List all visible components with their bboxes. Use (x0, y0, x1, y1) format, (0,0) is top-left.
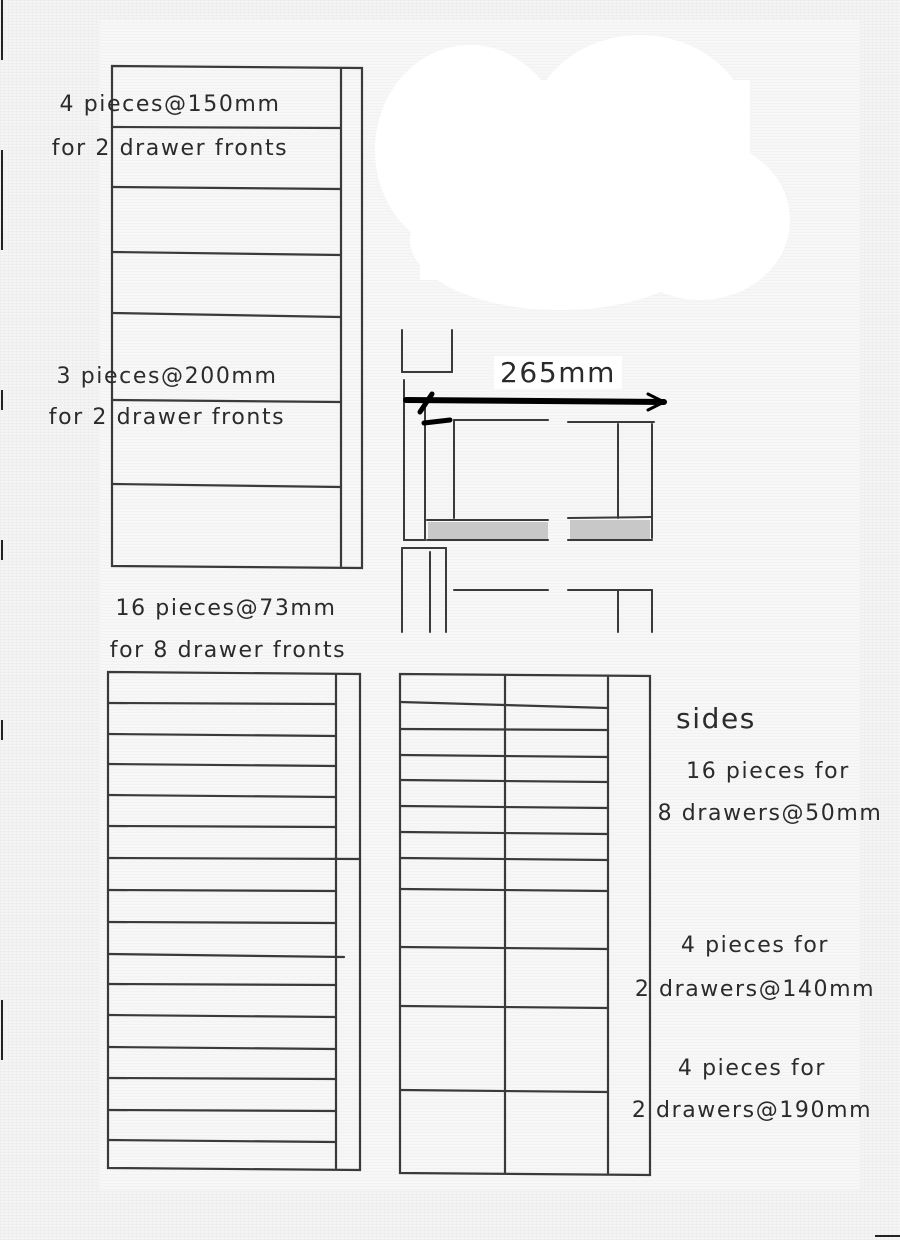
sides-a-line1: 16 pieces for (686, 759, 850, 784)
label-middle-line1: 3 pieces@200mm (56, 364, 278, 389)
sides-a-line2: 8 drawers@50mm (657, 801, 883, 826)
label-middle-line2: for 2 drawer fronts (48, 405, 286, 430)
label-top-line1: 4 pieces@150mm (59, 92, 281, 117)
erased-area (375, 35, 790, 310)
sides-b-line2: 2 drawers@140mm (634, 977, 876, 1002)
sides-c-line1: 4 pieces for (677, 1056, 827, 1081)
label-bottom-line1: 16 pieces@73mm (115, 596, 337, 621)
label-top-line2: for 2 drawer fronts (51, 136, 289, 161)
sides-title: sides (676, 702, 756, 735)
sides-b-line1: 4 pieces for (680, 933, 830, 958)
dimension-label: 265mm (494, 356, 622, 389)
board-bottom-right (400, 674, 650, 1175)
sides-c-line2: 2 drawers@190mm (631, 1098, 873, 1123)
label-bottom-line2: for 8 drawer fronts (109, 638, 347, 663)
dimension-line (406, 394, 664, 423)
board-bottom-left (108, 672, 360, 1170)
section-shading (428, 520, 650, 539)
